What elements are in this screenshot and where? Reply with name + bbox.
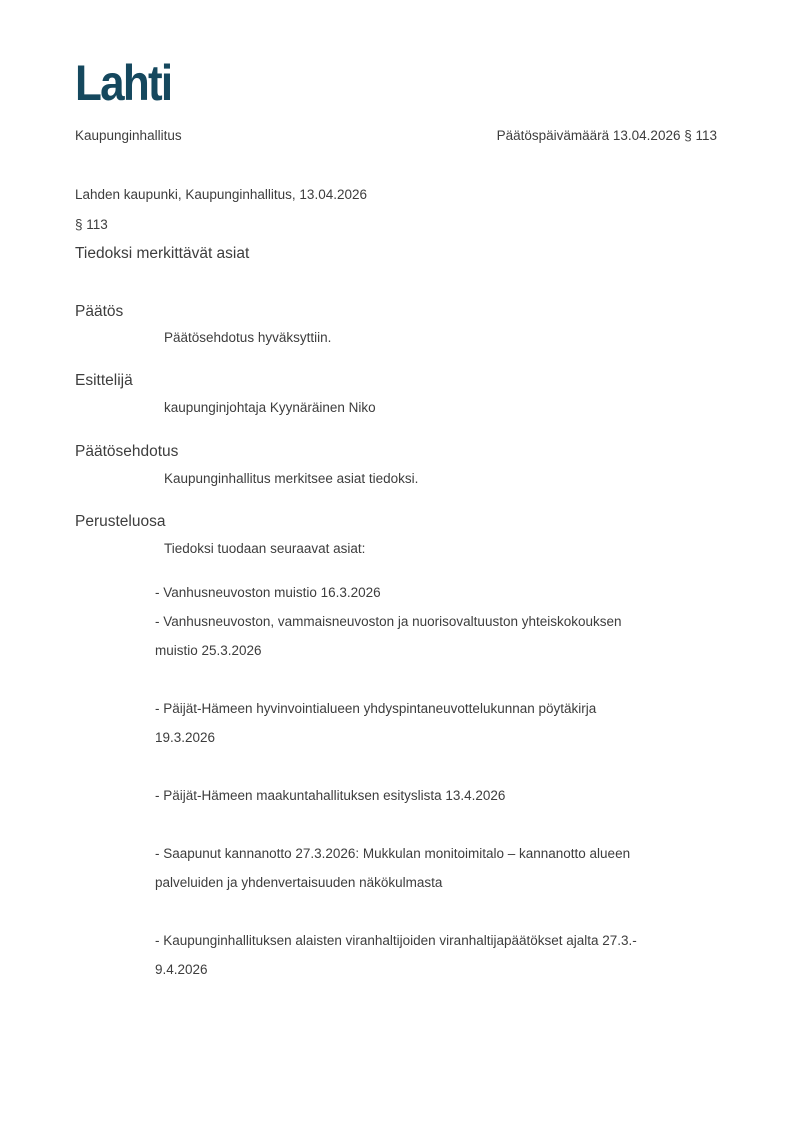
info-items-list	[155, 578, 717, 984]
list-item	[155, 607, 717, 665]
list-item	[155, 926, 717, 984]
org-line: Lahden kaupunki, Kaupunginhallitus, 13.04.2026	[75, 187, 367, 202]
header-committee: Kaupunginhallitus	[75, 128, 182, 143]
section-body-perusteluosa: Tiedoksi tuodaan seuraavat asiat:	[164, 541, 366, 556]
list-item-line: - Saapunut kannanotto 27.3.2026: Mukkulan monitoimitalo – kannanotto alueen	[155, 846, 631, 861]
list-item-line: 19.3.2026	[155, 730, 216, 745]
list-item-line: 9.4.2026	[155, 962, 208, 977]
section-heading-paatos: Päätös	[75, 303, 124, 320]
section-number: § 113	[75, 217, 108, 232]
list-item	[155, 839, 717, 897]
page-title: Tiedoksi merkittävät asiat	[75, 245, 250, 262]
section-body-paatos: Päätösehdotus hyväksyttiin.	[164, 330, 332, 345]
list-item-line: - Vanhusneuvoston, vammaisneuvoston ja nuorisovaltuuston yhteiskokouksen	[155, 614, 622, 629]
header-decision-date: Päätöspäivämäärä 13.04.2026 § 113	[496, 128, 717, 143]
list-item	[155, 694, 717, 752]
list-item-line: muistio 25.3.2026	[155, 643, 262, 658]
list-item	[155, 578, 717, 607]
list-item-line: - Päijät-Hämeen hyvinvointialueen yhdyspintaneuvottelukunnan pöytäkirja	[155, 701, 597, 716]
section-body-paatosehdotus: Kaupunginhallitus merkitsee asiat tiedoksi.	[164, 471, 419, 486]
section-heading-esittelija: Esittelijä	[75, 372, 133, 389]
list-item-line: - Päijät-Hämeen maakuntahallituksen esityslista 13.4.2026	[155, 788, 506, 803]
section-body-esittelija: kaupunginjohtaja Kyynäräinen Niko	[164, 400, 376, 415]
page-header	[75, 127, 717, 144]
list-item	[155, 781, 717, 810]
list-item-line: palveluiden ja yhdenvertaisuuden näkökulmasta	[155, 875, 443, 890]
section-heading-perusteluosa: Perusteluosa	[75, 513, 166, 530]
list-item-line: - Vanhusneuvoston muistio 16.3.2026	[155, 585, 381, 600]
lahti-logo: Lahti	[75, 55, 172, 111]
section-heading-paatosehdotus: Päätösehdotus	[75, 443, 179, 460]
list-item-line: - Kaupunginhallituksen alaisten viranhaltijoiden viranhaltijapäätökset ajalta 27.3.-	[155, 933, 637, 948]
